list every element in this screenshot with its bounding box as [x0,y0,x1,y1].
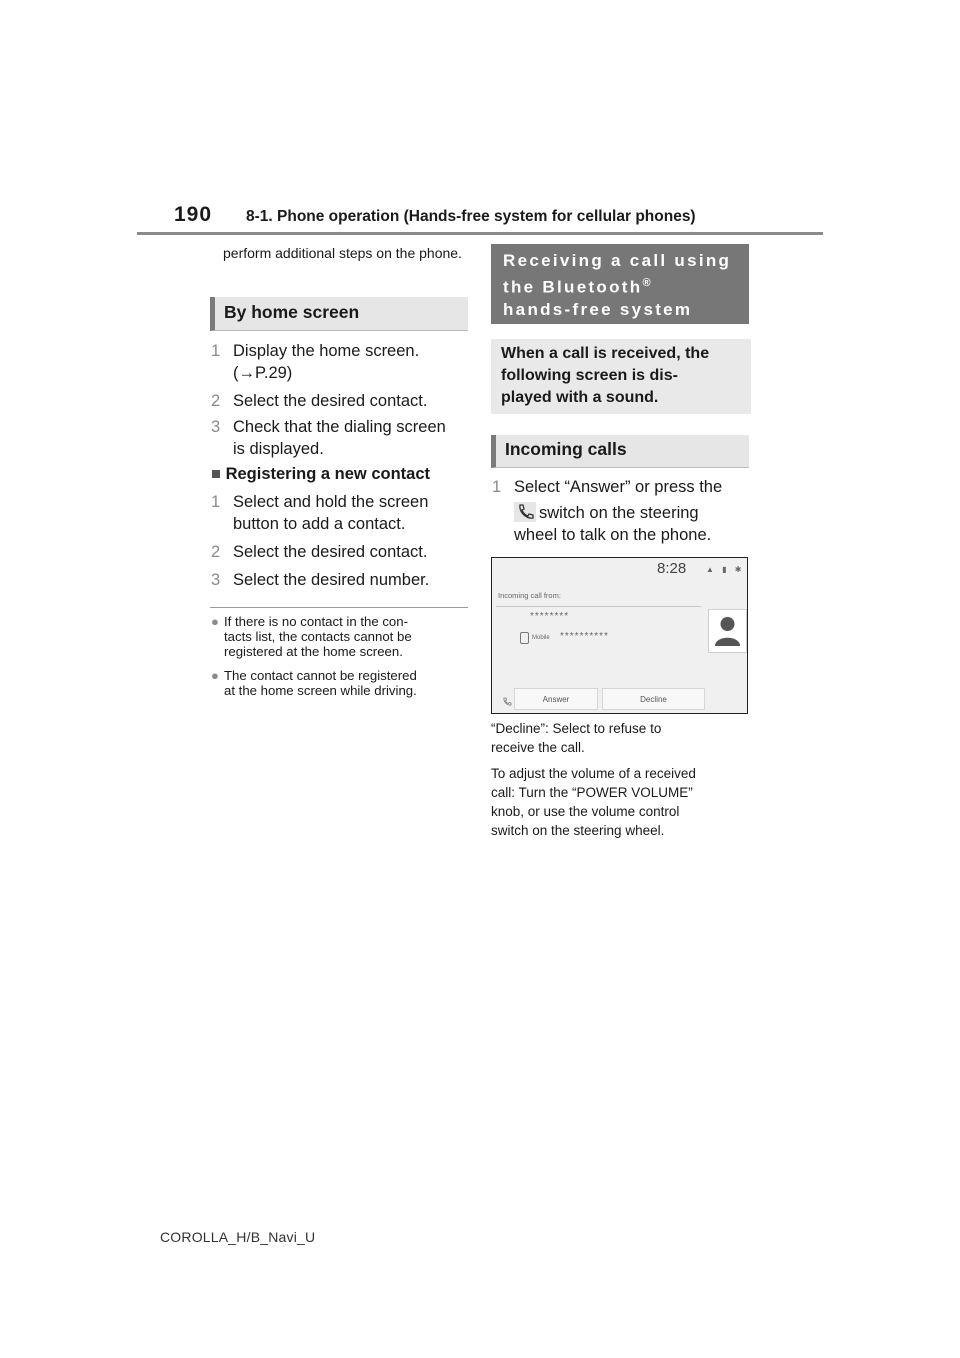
caller-number-masked: ********** [560,631,609,642]
step-text-line: Select “Answer” or press the [514,478,723,496]
home-step-3 [211,416,471,460]
note-line: When a call is received, the [501,345,710,362]
round-bullet-icon: ● [211,614,219,629]
mobile-label: Mobile [532,635,550,641]
call-received-note [491,339,751,414]
step-text-line: Select the desired contact. [233,392,428,410]
contact-avatar-icon [708,609,747,653]
caption-line: To adjust the volume of a received [491,766,696,781]
footer-model-code: COROLLA_H/B_Navi_U [160,1229,316,1245]
note-line: The contact cannot be registered [224,668,417,683]
caption-line: switch on the steering wheel. [491,823,665,838]
phone-switch-icon [514,502,536,522]
clock-display: 8:28 [657,560,687,577]
volume-caption [491,764,753,840]
caption-line: “Decline”: Select to refuse to [491,721,662,736]
registering-heading-text: Registering a new contact [225,465,431,483]
round-bullet-icon: ● [211,668,219,683]
note-line: played with a sound. [501,389,659,406]
receiving-call-banner [491,244,749,324]
banner-line [503,272,749,299]
banner-line: Receiving a call using [503,251,732,270]
note-line: registered at the home screen. [224,644,403,659]
home-step-1 [211,340,471,384]
page-number: 190 [174,203,213,226]
register-step-3 [211,569,471,591]
caption-line: knob, or use the volume control [491,804,680,819]
answer-button[interactable]: Answer [514,688,598,710]
decline-caption [491,719,753,757]
call-action-bar [492,688,747,712]
step-text-line: Select and hold the screen [233,493,429,511]
banner-text: the Bluetooth [503,277,643,297]
notes-divider [210,607,468,608]
decline-button[interactable]: Decline [602,688,705,710]
section-title: 8-1. Phone operation (Hands-free system for cellular phones) [246,208,696,225]
step-number: 2 [211,392,221,410]
screen-divider [496,606,701,607]
step-number: 1 [211,342,221,360]
step-text-line: wheel to talk on the phone. [514,526,712,544]
step-text-line: is displayed. [233,440,324,458]
step-text-line [514,502,699,524]
step-number: 3 [211,571,221,589]
note-line: at the home screen while driving. [224,683,417,698]
step-text-line: Select the desired contact. [233,543,428,561]
step-text-line: (→P.29) [233,364,293,382]
mobile-phone-icon [520,632,529,644]
step-number: 1 [492,478,502,496]
register-step-1 [211,491,471,535]
answer-phone-icon [502,694,512,712]
registered-mark: ® [642,277,651,289]
incoming-calls-heading: Incoming calls [491,435,749,468]
note-item [211,668,473,699]
banner-line: hands-free system [503,299,693,319]
caption-line: call: Turn the “POWER VOLUME” [491,785,693,800]
note-line: following screen is dis- [501,367,678,384]
home-step-2 [211,390,471,412]
by-home-screen-heading: By home screen [210,297,468,331]
step-text-line: Check that the dialing screen [233,418,446,436]
header-rule [137,232,823,235]
step-text-line: button to add a contact. [233,515,406,533]
status-icons: ▲ ▮ ✱ [706,565,745,574]
caller-name-masked: ******** [530,611,570,622]
step-text-line: Select the desired number. [233,571,430,589]
register-step-2 [211,541,471,563]
step-number: 2 [211,543,221,561]
note-line: tacts list, the contacts cannot be [224,629,412,644]
note-item [211,614,473,660]
intro-text: perform additional steps on the phone. [223,245,462,261]
step-number: 1 [211,493,221,511]
registering-heading [211,465,430,484]
caption-line: receive the call. [491,740,585,755]
incoming-call-label: Incoming call from: [498,591,561,600]
incoming-call-screenshot [491,557,748,714]
square-bullet-icon: ■ [211,465,221,483]
step-text: switch on the steering [539,504,699,522]
step-number: 3 [211,418,221,436]
step-text-line: Display the home screen. [233,342,420,360]
note-line: If there is no contact in the con- [224,614,408,629]
answer-step-1 [492,476,754,546]
